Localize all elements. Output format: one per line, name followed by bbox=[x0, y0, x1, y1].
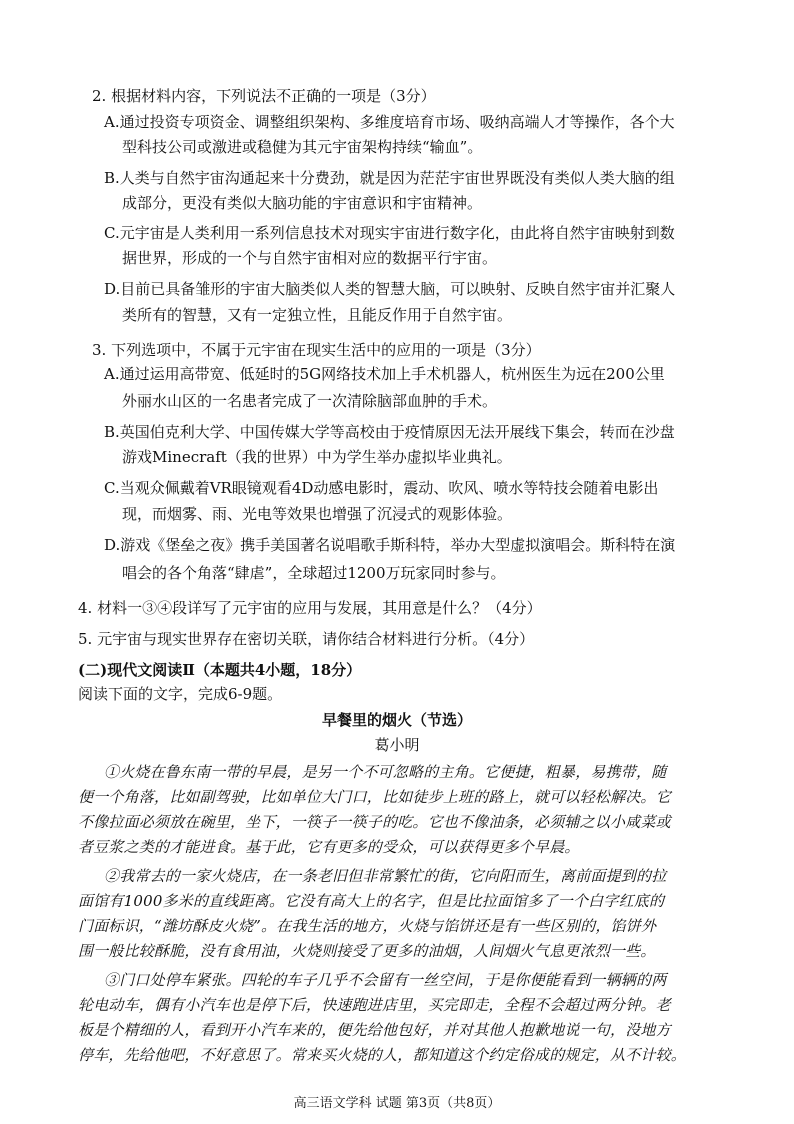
q2-option-b-line1: B.人类与自然宇宙沟通起来十分费劲，就是因为茫茫宇宙世界既没有类似人类大脑的组 bbox=[104, 169, 675, 187]
passage-p1-line3: 不像拉面必须放在碗里，坐下，一筷子一筷子的吃。它也不像油条，必须辅之以小咸菜或 bbox=[78, 813, 671, 831]
question-3-stem: 3. 下列选项中，不属于元宇宙在现实生活中的应用的一项是（3分） bbox=[92, 341, 541, 359]
q3-option-c-line1: C.当观众佩戴着VR眼镜观看4D动感电影时，震动、吹风、喷水等特技会随着电影出 bbox=[104, 479, 659, 497]
q3-option-a-line1: A.通过运用高带宽、低延时的5G网络技术加上手术机器人，杭州医生为远在200公里 bbox=[104, 365, 665, 383]
passage-author: 葛小明 bbox=[374, 736, 420, 754]
q2-option-d-line1: D.目前已具备雏形的宇宙大脑类似人类的智慧大脑，可以映射、反映自然宇宙并汇聚人 bbox=[104, 280, 676, 298]
passage-p1-line1: ①火烧在鲁东南一带的早晨，是另一个不可忽略的主角。它便捷，粗暴，易携带，随 bbox=[104, 763, 667, 781]
q2-option-b-line2: 成部分，更没有类似大脑功能的宇宙意识和宇宙精神。 bbox=[122, 194, 483, 212]
section-instructions: 阅读下面的文字，完成6-9题。 bbox=[78, 685, 283, 703]
q3-option-d-line2: 唱会的各个角落“肆虐”，全球超过1200万玩家同时参与。 bbox=[122, 564, 506, 582]
passage-title: 早餐里的烟火（节选） bbox=[321, 711, 472, 729]
q3-option-a-line2: 外丽水山区的一名患者完成了一次清除脑部血肿的手术。 bbox=[122, 392, 498, 410]
q2-option-c-line2: 据世界，形成的一个与自然宇宙相对应的数据平行宇宙。 bbox=[122, 249, 498, 267]
passage-p2-line2: 面馆有1000多米的直线距离。它没有高大上的名字，但是比拉面馆多了一个白字红底的 bbox=[78, 892, 665, 910]
passage-p2-line1: ②我常去的一家火烧店，在一条老旧但非常繁忙的街，它向阳而生，离前面提到的拉 bbox=[104, 867, 667, 885]
q3-option-c-line2: 现，而烟雾、雨、光电等效果也增强了沉浸式的观影体验。 bbox=[122, 505, 513, 523]
passage-p3-line2: 轮电动车，偶有小汽车也是停下后，快速跑进店里，买完即走，全程不会超过两分钟。老 bbox=[78, 996, 671, 1014]
page-footer: 高三语文学科 试题 第3页（共8页） bbox=[293, 1096, 501, 1111]
q3-option-d-line1: D.游戏《堡垒之夜》携手美国著名说唱歌手斯科特，举办大型虚拟演唱会。斯科特在演 bbox=[104, 536, 676, 554]
passage-p1-line2: 便一个角落，比如副驾驶，比如单位大门口，比如徒步上班的路上，就可以轻松解决。它 bbox=[78, 788, 671, 806]
q2-option-a-line2: 型科技公司或激进或稳健为其元宇宙架构持续“输血”。 bbox=[122, 138, 483, 156]
passage-p2-line4: 围一般比较酥脆，没有食用油，火烧则接受了更多的油烟，人间烟火气息更浓烈一些。 bbox=[78, 942, 656, 960]
passage-p3-line1: ③门口处停车紧张。四轮的车子几乎不会留有一丝空间，于是你便能看到一辆辆的两 bbox=[104, 971, 667, 989]
q3-option-b-line1: B.英国伯克利大学、中国传媒大学等高校由于疫情原因无法开展线下集会，转而在沙盘 bbox=[104, 423, 675, 441]
q2-option-c-line1: C.元宇宙是人类利用一系列信息技术对现实宇宙进行数字化，由此将自然宇宙映射到数 bbox=[104, 224, 675, 242]
question-2-stem: 2. 根据材料内容，下列说法不正确的一项是（3分） bbox=[92, 87, 436, 105]
passage-p2-line3: 门面标识，“潍坊酥皮火烧”。在我生活的地方，火烧与馅饼还是有一些区别的，馅饼外 bbox=[78, 917, 657, 935]
q2-option-d-line2: 类所有的智慧，又有一定独立性，且能反作用于自然宇宙。 bbox=[122, 306, 513, 324]
q2-option-a-line1: A.通过投资专项资金、调整组织架构、多维度培育市场、吸纳高端人才等操作，各个大 bbox=[104, 113, 675, 131]
question-4: 4. 材料一③④段详写了元宇宙的应用与发展，其用意是什么？（4分） bbox=[78, 599, 542, 617]
passage-p1-line4: 者豆浆之类的才能进食。基于此，它有更多的受众，可以获得更多个早晨。 bbox=[78, 838, 580, 856]
section-heading: (二)现代文阅读Ⅱ（本题共4小题，18分） bbox=[78, 661, 362, 679]
q3-option-b-line2: 游戏Minecraft（我的世界）中为学生举办虚拟毕业典礼。 bbox=[122, 448, 512, 466]
question-5: 5. 元宇宙与现实世界存在密切关联，请你结合材料进行分析。（4分） bbox=[78, 630, 535, 648]
passage-p3-line3: 板是个精细的人，看到开小汽车来的，便先给他包好，并对其他人抱歉地说一句，没地方 bbox=[78, 1021, 671, 1039]
passage-p3-line4: 停车，先给他吧，不好意思了。常来买火烧的人，都知道这个约定俗成的规定，从不计较。 bbox=[78, 1046, 687, 1064]
